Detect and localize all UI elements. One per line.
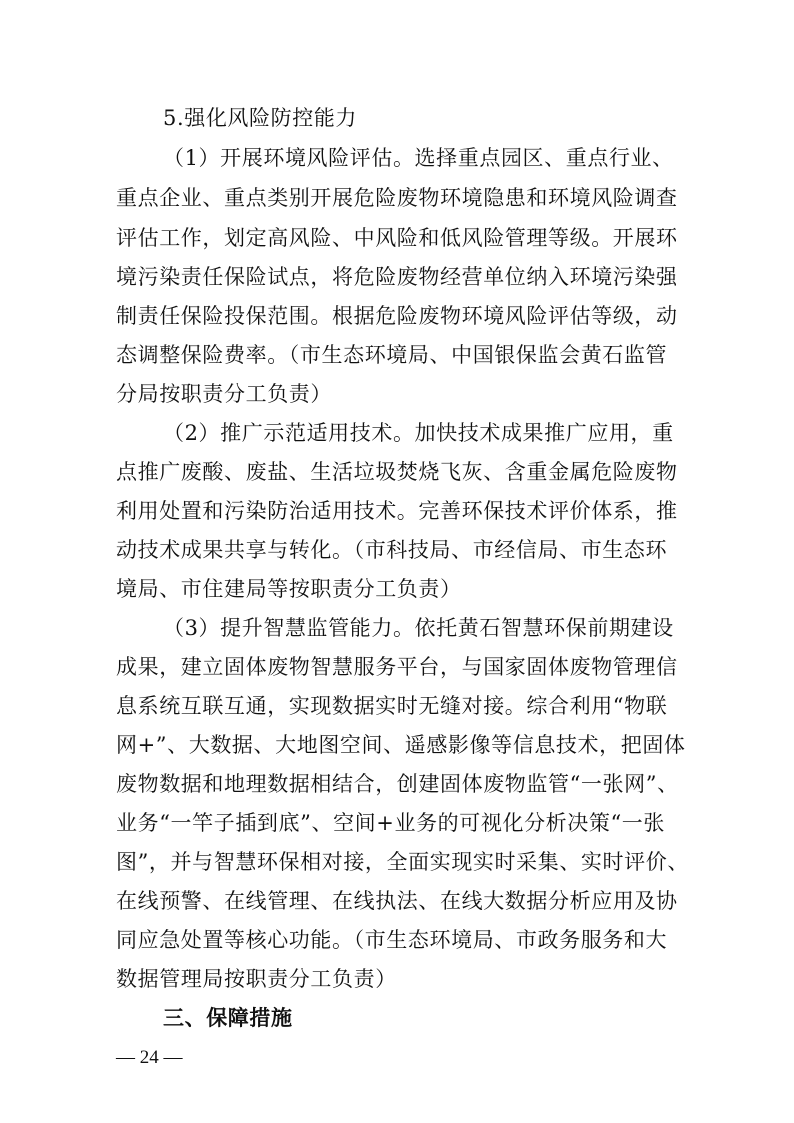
paragraph-line: （2）推广示范适用技术。加快技术成果推广应用，重	[163, 421, 674, 445]
paragraph-line: （3）提升智慧监管能力。依托黄石智慧环保前期建设	[163, 616, 674, 640]
subsection-heading: 5.强化风险防控能力	[163, 106, 358, 130]
paragraph-line: 同应急处置等核心功能。（市生态环境局、市政务服务和大	[116, 928, 668, 952]
paragraph-line: 点推广废酸、废盐、生活垃圾焚烧飞灰、含重金属危险废物	[116, 460, 678, 484]
paragraph-line: 网+”、大数据、大地图空间、遥感影像等信息技术，把固体	[116, 733, 686, 757]
paragraph-line: 废物数据和地理数据相结合，创建固体废物监管“一张网”、	[116, 772, 679, 796]
paragraph-line: 态调整保险费率。（市生态环境局、中国银保监会黄石监管	[116, 343, 668, 367]
paragraph-line: 在线预警、在线管理、在线执法、在线大数据分析应用及协	[116, 889, 678, 913]
paragraph-line: 动技术成果共享与转化。（市科技局、市经信局、市生态环	[116, 538, 668, 562]
paragraph-line: 息系统互联互通，实现数据实时无缝对接。综合利用“物联	[116, 694, 668, 718]
paragraph-line: 重点企业、重点类别开展危险废物环境隐患和环境风险调查	[116, 186, 678, 210]
paragraph-line: 利用处置和污染防治适用技术。完善环保技术评价体系，推	[116, 499, 678, 523]
paragraph-line: 分局按职责分工负责）	[116, 382, 332, 406]
paragraph-line: （1）开展环境风险评估。选择重点园区、重点行业、	[163, 146, 674, 170]
paragraph-line: 图”，并与智慧环保相对接，全面实现实时采集、实时评价、	[116, 850, 689, 874]
paragraph-line: 数据管理局按职责分工负责）	[116, 967, 397, 991]
section-heading: 三、保障措施	[163, 1006, 293, 1030]
paragraph-line: 境局、市住建局等按职责分工负责）	[116, 577, 462, 601]
paragraph-line: 评估工作，划定高风险、中风险和低风险管理等级。开展环	[116, 226, 678, 250]
paragraph-line: 境污染责任保险试点，将危险废物经营单位纳入环境污染强	[116, 265, 678, 289]
paragraph-line: 业务“一竿子插到底”、空间+业务的可视化分析决策“一张	[116, 811, 666, 835]
paragraph-line: 成果，建立固体废物智慧服务平台，与国家固体废物管理信	[116, 655, 678, 679]
page-number: — 24 —	[116, 1047, 183, 1068]
paragraph-line: 制责任保险投保范围。根据危险废物环境风险评估等级，动	[116, 304, 678, 328]
